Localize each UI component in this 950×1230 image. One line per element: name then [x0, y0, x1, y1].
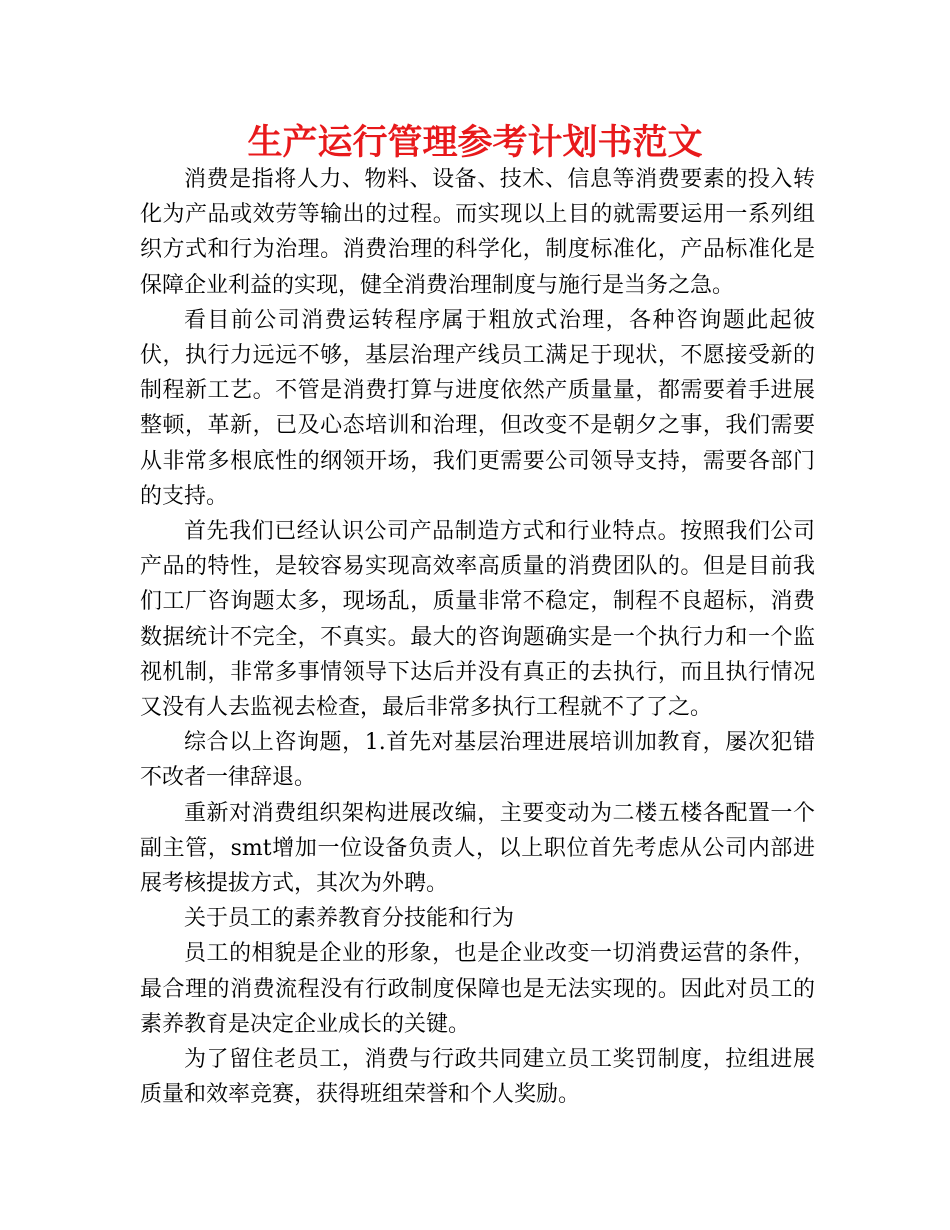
document-title: 生产运行管理参考计划书范文 [247, 123, 703, 163]
paragraph: 员工的相貌是企业的形象，也是企业改变一切消费运营的条件，最合理的消费流程没有行政制度保障也是无法实现的。因此对员工的素养教育是决定企业成长的关键。 [140, 941, 815, 1037]
section-heading: 关于员工的素养教育分技能和行为 [184, 906, 515, 932]
paragraph: 为了留住老员工，消费与行政共同建立员工奖罚制度，拉组进展质量和效率竞赛，获得班组荣誉和个人奖励。 [140, 1047, 815, 1108]
document-body [140, 162, 815, 1112]
paragraph: 综合以上咨询题，1.首先对基层治理进展培训加教育，屡次犯错不改者一律辞退。 [140, 730, 815, 791]
paragraph: 首先我们已经认识公司产品制造方式和行业特点。按照我们公司产品的特性，是较容易实现高效率高质量的消费团队的。但是目前我们工厂咨询题太多，现场乱，质量非常不稳定，制程不良超标，消费数据统计不完全，不真实。最大的咨询题确实是一个执行力和一个监视机制，非常多事情领导下达后并没有真正的去执行，而且执行情况又没有人去监视去检查，最后非常多执行工程就不了了之。 [140, 519, 815, 721]
paragraph: 看目前公司消费运转程序属于粗放式治理，各种咨询题此起彼伏，执行力远远不够，基层治理产线员工满足于现状，不愿接受新的制程新工艺。不管是消费打算与进度依然产质量量，都需要着手进展整顿，革新，已及心态培训和治理，但改变不是朝夕之事，我们需要从非常多根底性的纲领开场，我们更需要公司领导支持，需要各部门的支持。 [140, 307, 815, 509]
paragraph: 消费是指将人力、物料、设备、技术、信息等消费要素的投入转化为产品或效劳等输出的过程。而实现以上目的就需要运用一系列组织方式和行为治理。消费治理的科学化，制度标准化，产品标准化是保障企业利益的实现，健全消费治理制度与施行是当务之急。 [140, 167, 815, 298]
paragraph: 重新对消费组织架构进展改编，主要变动为二楼五楼各配置一个副主管，smt增加一位设备负责人，以上职位首先考虑从公司内部进展考核提拔方式，其次为外聘。 [140, 800, 815, 897]
